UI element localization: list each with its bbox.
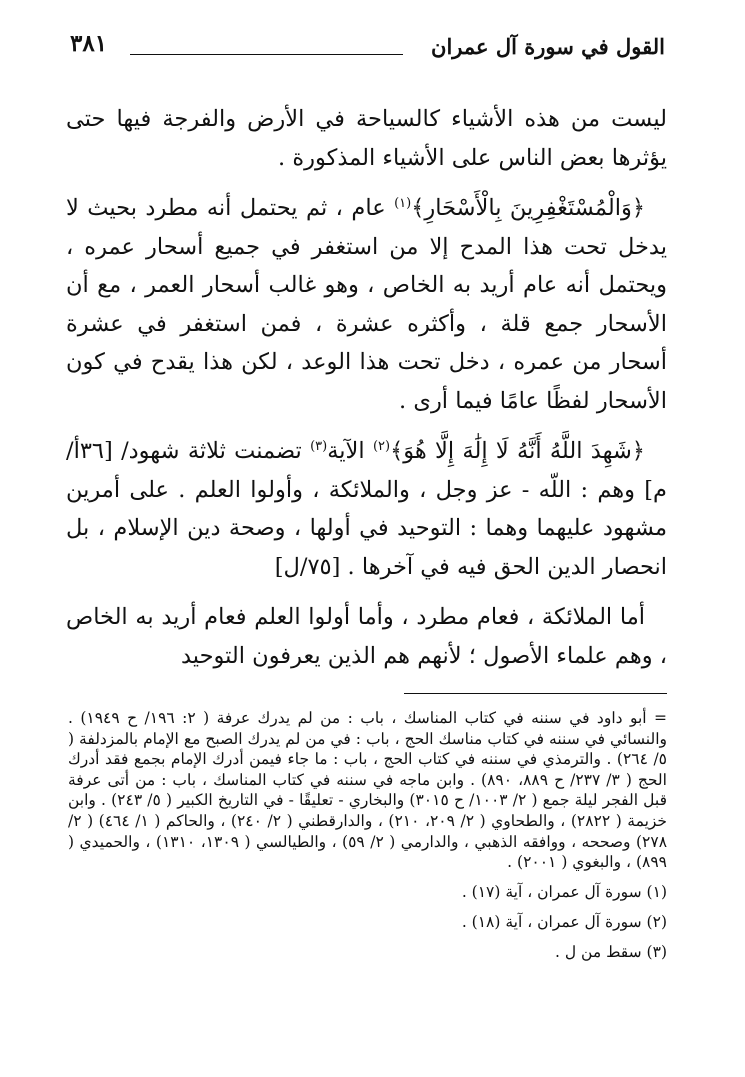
footnote-2: (٢) سورة آل عمران ، آية (١٨) . [461,912,667,931]
paragraph-1: ليست من هذه الأشياء كالسياحة في الأرض والفرجة فيها حتى يؤثرها بعض الناس على الأشياء المذكورة . [66,106,667,171]
page-number: ٣٨١ [70,30,108,57]
paragraph-2 [66,189,667,420]
quran-quote-1: ﴿وَالْمُسْتَغْفِرِينَ بِالْأَسْحَارِ﴾ [411,195,645,221]
footnote-ref-1: (١) [394,196,412,211]
footnote-ref-3: (٣) [310,439,328,454]
running-title: القول في سورة آل عمران [431,34,665,59]
running-header [70,30,665,70]
paragraph-4: أما الملائكة ، فعام مطرد ، وأما أولوا العلم فعام أريد به الخاص ، وهم علماء الأصول ؛ لأنهم هم الذين يعرفون التوحيد [66,604,667,669]
footnotes [68,708,667,965]
footnote-separator [404,693,667,694]
paragraph-2-text: عام ، ثم يحتمل أنه مطرد بحيث لا يدخل تحت هذا المدح إلا من استغفر في جميع أسحار عمره ، ويحتمل أنه عام أريد به الخاص ، وهو غالب أسحار العمر ، مع أن الأسحار جمع قلة ، وأكثره عشرة ، فمن استغفر في عشرة أسحار من عمره ، دخل تحت هذا الوعد ، لكن هذا يقدح في كون الأسحار لفظًا عامًا فيما أرى . [66,195,667,414]
footnote-continuation: = أبو داود في سننه في كتاب المناسك ، باب : من لم يدرك عرفة ( ٢: ١٩٦/ ح ١٩٤٩) . والنسائي في سننه في كتاب مناسك الحج ، باب : في من لم يدرك الصبح مع الإمام بالمزدلفة ( ٥/ ٢٦٤) . والترمذي في سننه في كتاب الحج ، باب : ما جاء فيمن أدرك الإمام بجمع فقد أدرك الحج ( ٣/ ٢٣٧/ ح ٨٨٩، ٨٩٠) . وابن ماجه في سننه في كتاب المناسك ، باب : من أتى عرفة قبل الفجر ليلة جمع ( ٢/ ١٠٠٣/ ح ٣٠١٥) والبخاري - تعليقًا - في التاريخ الكبير ( ٥/ ٢٤٣) . وابن خزيمة ( ٢٨٢٢) ، والطحاوي ( ٢/ ٢٠٩، ٢١٠) ، والدارقطني ( ٢/ ٢٤٠) ، والحاكم ( ١/ ٤٦٤) ( ٢/ ٢٧٨) وصححه ، ووافقه الذهبي ، والدارمي ( ٢/ ٥٩) ، والطيالسي ( ١٣٠٩، ١٣١٠) ، والحميدي ( ٨٩٩) ، والبغوي ( ٢٠٠١) . [68,709,668,872]
main-text [66,100,667,687]
aya-word: الآية [327,438,373,464]
footnote-1: (١) سورة آل عمران ، آية (١٧) . [461,882,667,901]
footnote-3: (٣) سقط من ل . [555,942,667,961]
quran-quote-2: ﴿شَهِدَ اللَّهُ أَنَّهُ لَا إِلَٰهَ إِلَّا هُوَ﴾ [390,438,645,464]
footnote-ref-2: (٢) [372,439,391,454]
paragraph-3 [66,432,667,586]
header-rule [130,54,403,55]
paragraph-3-text: تضمنت ثلاثة شهود/ [٣٦أ/م] وهم : اللّه - عز وجل ، والملائكة ، وأولوا العلم . على أمرين مشهود عليهما وهما : التوحيد في أولها ، وصحة دين الإسلام ، بل انحصار الدين الحق فيه في آخرها . [٧٥/ل] [66,438,667,580]
